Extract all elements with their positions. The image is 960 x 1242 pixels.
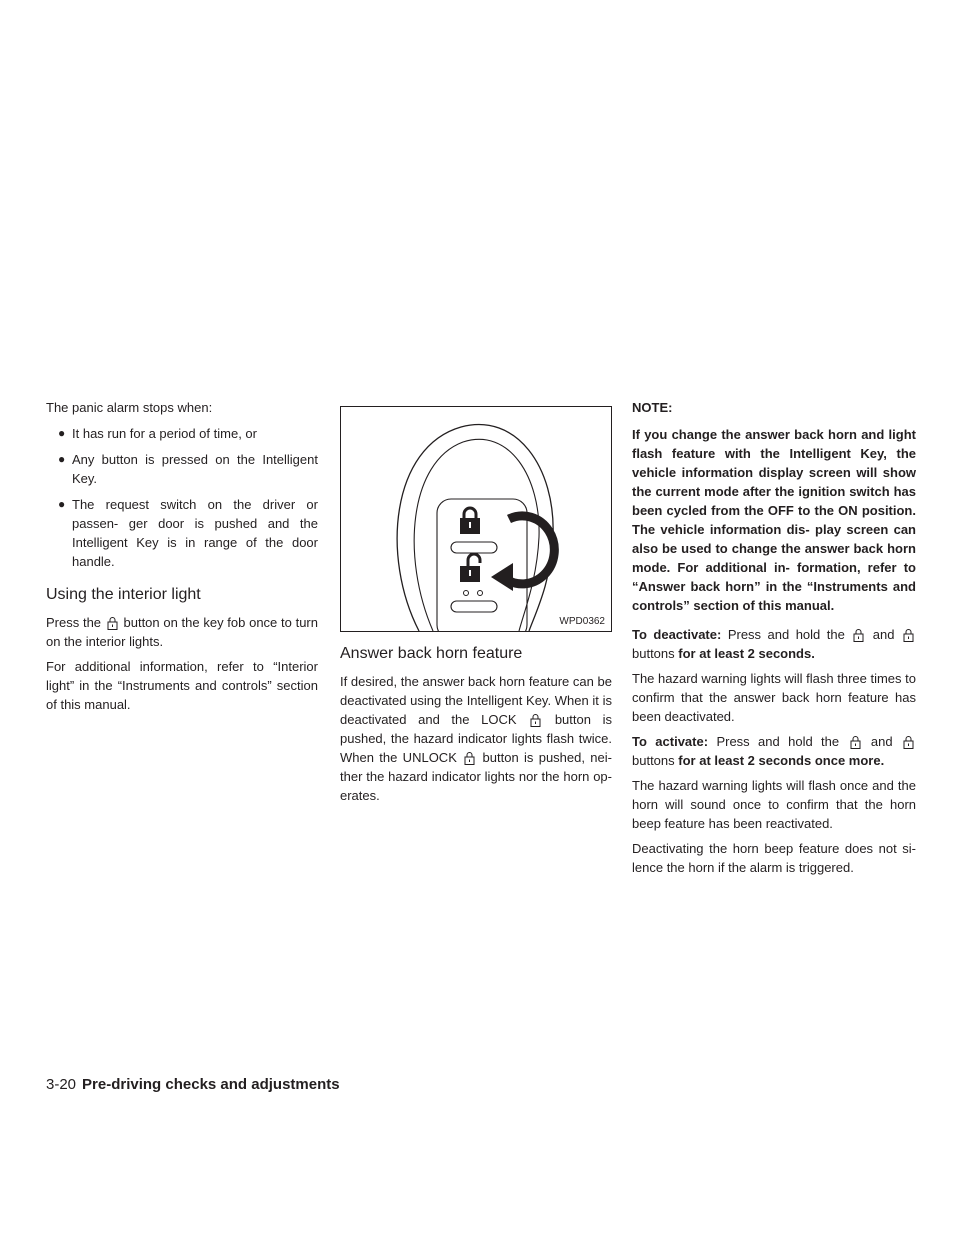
intelligent-key-illustration <box>341 407 611 631</box>
curved-arrow-icon <box>491 516 554 591</box>
column-right <box>632 398 916 883</box>
bullet-icon: ● <box>58 497 66 511</box>
key-fob-button-icon <box>530 713 541 727</box>
key-fob-button-icon <box>853 628 864 642</box>
deactivate-instructions: To deactivate: Press and hold the and buttons for at least 2 seconds. <box>632 625 916 663</box>
key-fob-button-icon <box>903 735 914 749</box>
list-item: ● It has run for a period of time, or <box>58 426 257 441</box>
deactivate-result: The hazard warning lights will flash three times to confirm that the answer back horn feature has been deactivated. <box>632 671 916 724</box>
unlock-icon <box>460 554 480 582</box>
column-left <box>46 398 318 720</box>
intelligent-key-figure <box>340 406 612 632</box>
activate-result: The hazard warning lights will flash once and the horn will sound once to confirm that the horn beep feature has been reactivated. <box>632 778 916 831</box>
list-item: ● Any button is pressed on the Intelligent Key. <box>58 452 318 486</box>
interior-light-paragraph: Press the button on the key fob once to turn on the interior lights. <box>46 615 318 649</box>
key-fob-button-icon <box>107 616 118 630</box>
panic-alarm-list <box>46 424 318 571</box>
note-title: NOTE: <box>632 400 673 415</box>
page-footer <box>46 1076 340 1094</box>
key-fob-button-icon <box>464 751 475 765</box>
interior-light-reference: For additional information, refer to “Interior light” in the “Instruments and controls” section of this manual. <box>46 659 318 712</box>
note-body: If you change the answer back horn and light flash feature with the Intelligent Key, the vehicle information display screen will show the current mode after the ignition switch has been cycled from the OFF to the ON position. The vehicle information dis- play screen can also be used to change the answer back horn mode. For additional in- formation, refer to “Answer back horn” in the “Instruments and controls” section of this manual. <box>632 427 916 613</box>
interior-light-heading: Using the interior light <box>46 586 201 603</box>
list-item: ● The request switch on the driver or passen- ger door is pushed and the Intelligent Key is in range of the door handle. <box>58 497 318 569</box>
activate-instructions: To activate: Press and hold the and buttons for at least 2 seconds once more. <box>632 732 916 770</box>
key-fob-button-icon <box>903 628 914 642</box>
page-number: 3-20 <box>46 1076 77 1093</box>
lock-icon <box>460 508 480 534</box>
bullet-icon: ● <box>58 452 66 466</box>
panic-alarm-lead: The panic alarm stops when: <box>46 400 213 415</box>
column-middle <box>340 406 612 811</box>
alarm-note: Deactivating the horn beep feature does not si- lence the horn if the alarm is triggered. <box>632 841 916 875</box>
section-title: Pre-driving checks and adjustments <box>82 1076 340 1093</box>
key-fob-button-icon <box>850 735 861 749</box>
answer-back-heading: Answer back horn feature <box>340 645 523 662</box>
bullet-icon: ● <box>58 426 66 440</box>
answer-back-paragraph: If desired, the answer back horn feature can be deactivated using the Intelligent Key. When it is deactivated and the LOCK button is pushed, the hazard indicator lights flash twice. When the UNLOCK button is pushed, nei- ther the hazard indicator lights nor the horn op- erates. <box>340 674 612 803</box>
figure-label: WPD0362 <box>559 616 605 627</box>
